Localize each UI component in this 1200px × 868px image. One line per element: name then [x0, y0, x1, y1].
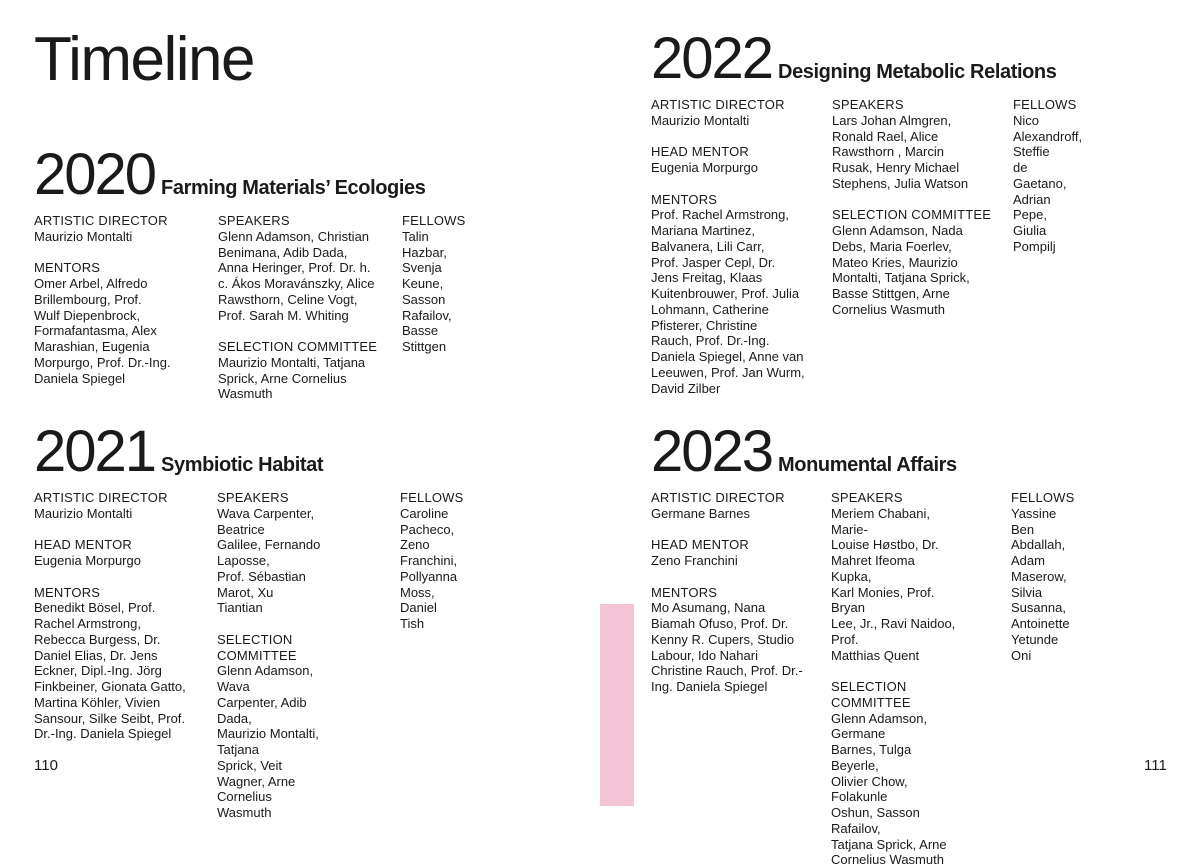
names-line: Brillembourg, Prof. [34, 291, 142, 307]
year-heading [651, 27, 1056, 91]
credits-column-1 [651, 97, 805, 396]
credits-column-2 [218, 213, 377, 402]
names-line: Rawsthorn, Celine Vogt, [218, 291, 358, 307]
role-label: FELLOWS [400, 490, 464, 505]
year-theme-title: Farming Materials’ Ecologies [161, 177, 426, 199]
year-heading [34, 420, 323, 484]
names-line: Sprick, Veit Wagner, Arne [217, 757, 296, 789]
names-line: Glenn Adamson, Christian [218, 228, 370, 244]
names-line: Nico Alexandroff, Steffie [1013, 112, 1083, 160]
names-line: Benedikt Bösel, Prof. [34, 600, 156, 616]
names-line: Maurizio Montalti [34, 228, 133, 244]
names-line: Benimana, Adib Dada, [218, 244, 348, 260]
role-label: HEAD MENTOR [651, 537, 750, 553]
names-line: Rusak, Henry Michael [832, 160, 960, 175]
role-label: SPEAKERS [831, 490, 903, 505]
names-line: Giulia Pompilj [1013, 223, 1056, 254]
names-line: Stephens, Julia Watson [832, 175, 969, 191]
names-line: Lee, Jr., Ravi Naidoo, Prof. [831, 616, 956, 647]
names-line: Mariana Martinez, [651, 223, 756, 238]
names-line: Pfisterer, Christine [651, 317, 758, 333]
names-line: Galilee, Fernando Laposse, [217, 537, 321, 568]
names-line: Kuitenbrouwer, Prof. Julia [651, 286, 800, 301]
names-line: Omer Arbel, Alfredo [34, 276, 148, 291]
names-line: Eckner, Dipl.-Ing. Jörg [34, 663, 162, 679]
names-line: Zeno Franchini [651, 553, 738, 568]
names-line: Glenn Adamson, Nada [832, 223, 963, 238]
names-line: Meriem Chabani, Marie- [831, 505, 930, 537]
names-line: Matthias Quent [831, 647, 920, 663]
credit-group [402, 213, 466, 355]
names-line: Rawsthorn , Marcin [832, 144, 944, 160]
credit-group [34, 585, 186, 743]
credit-group [34, 490, 186, 522]
role-label: SELECTION COMMITTEE [218, 339, 378, 354]
credit-group [651, 144, 805, 176]
year-theme-title: Symbiotic Habitat [161, 454, 324, 476]
names-line: Talin Hazbar, Svenja [402, 228, 447, 276]
names-line: Ronald Rael, Alice [832, 128, 939, 144]
names-line: Rebecca Burgess, Dr. [34, 631, 161, 647]
names-line: Oshun, Sasson Rafailov, [831, 805, 920, 836]
credit-group [1011, 490, 1075, 663]
credits-column-2 [217, 490, 323, 821]
role-label: MENTORS [34, 260, 101, 276]
credit-group [400, 490, 464, 632]
role-label: HEAD MENTOR [651, 144, 750, 160]
role-label: SPEAKERS [217, 490, 289, 505]
names-line: Montalti, Tatjana Sprick, [832, 270, 970, 286]
names-line: Biamah Ofuso, Prof. Dr. [651, 616, 789, 631]
names-line: Yassine Ben Abdallah, [1011, 505, 1066, 553]
credit-group [1013, 97, 1082, 255]
credits-column-3 [402, 213, 466, 355]
names-line: Wasmuth [218, 386, 273, 402]
names-line: Olivier Chow, Folakunle [831, 773, 908, 805]
names-line: Maurizio Montalti [651, 112, 750, 128]
role-label: HEAD MENTOR [34, 537, 133, 553]
names-line: Eugenia Morpurgo [34, 553, 141, 568]
names-line: Susanna, Antoinette [1011, 600, 1070, 631]
names-line: Cornelius Wasmuth [832, 301, 945, 317]
names-line: Basse Stittgen [402, 323, 447, 354]
names-line: Jens Freitag, Klaas [651, 270, 763, 286]
role-label: FELLOWS [1013, 97, 1077, 112]
names-line: Barnes, Tulga Beyerle, [831, 742, 912, 773]
names-line: Karl Monies, Prof. Bryan [831, 584, 935, 616]
role-label: FELLOWS [1011, 490, 1075, 505]
names-line: Louise Høstbo, Dr. [831, 537, 939, 553]
role-label: SPEAKERS [218, 213, 290, 228]
credit-group [832, 97, 991, 192]
names-line: Finkbeiner, Gionata Gatto, [34, 679, 186, 694]
year-section-2023 [651, 419, 1075, 868]
names-line: Rauch, Prof. Dr.-Ing. [651, 333, 770, 349]
names-line: Kenny R. Cupers, Studio [651, 631, 795, 647]
credit-group [651, 490, 803, 522]
role-label: ARTISTIC DIRECTOR [34, 490, 168, 505]
names-line: Adam Maserow, Silvia [1011, 553, 1067, 600]
names-line: Tatjana Sprick, Arne [831, 836, 947, 852]
credit-group [651, 537, 803, 569]
names-line: c. Ákos Moravánszky, Alice [218, 276, 375, 291]
credit-group [651, 585, 803, 695]
year-heading [651, 420, 957, 484]
credits-column-1 [34, 490, 186, 742]
credit-group [832, 207, 991, 317]
credit-group [217, 490, 323, 616]
names-line: Cornelius Wasmuth [217, 789, 272, 820]
names-line: Christine Rauch, Prof. Dr.- [651, 663, 803, 679]
names-line: Daniela Spiegel [34, 370, 126, 386]
role-label: MENTORS [34, 584, 101, 600]
names-line: David Zilber [651, 380, 721, 396]
names-line: Wulf Diepenbrock, [34, 307, 140, 323]
role-label: ARTISTIC DIRECTOR [651, 97, 785, 112]
names-line: Prof. Rachel Armstrong, [651, 207, 789, 223]
credit-group [217, 632, 323, 821]
names-line: Martina Köhler, Vivien [34, 694, 161, 710]
credit-group [34, 213, 171, 245]
year-number: 2023 [651, 419, 773, 484]
names-line: Yetunde Oni [1011, 631, 1059, 663]
credit-group [831, 490, 957, 663]
names-line: Sprick, Arne Cornelius [218, 370, 347, 386]
credits-column-3 [1011, 490, 1075, 663]
year-heading [34, 143, 425, 207]
credits-column-2 [831, 490, 957, 868]
credit-group [218, 213, 377, 323]
names-line: Prof. Jasper Cepl, Dr. [651, 254, 776, 270]
names-line: Daniel Elias, Dr. Jens [34, 647, 158, 663]
year-section-2022 [651, 26, 1083, 396]
role-label: SPEAKERS [832, 97, 904, 112]
names-line: Morpurgo, Prof. Dr.-Ing. [34, 354, 171, 370]
credit-group [218, 339, 377, 402]
names-line: Tiantian [217, 600, 263, 616]
role-label: SELECTION COMMITTEE [832, 207, 992, 223]
year-theme-title: Designing Metabolic Relations [778, 61, 1057, 83]
names-line: Caroline Pacheco, Zeno [400, 505, 455, 553]
names-line: Mo Asumang, Nana [651, 600, 766, 616]
names-line: Cornelius Wasmuth [831, 852, 944, 868]
names-line: Prof. Sarah M. Whiting [218, 307, 349, 323]
names-line: Wava Carpenter, Beatrice [217, 505, 315, 537]
credits-column-1 [34, 213, 171, 386]
names-line: Lohmann, Catherine [651, 301, 769, 317]
names-line: Leeuwen, Prof. Jan Wurm, [651, 364, 805, 380]
year-number: 2020 [34, 142, 156, 207]
credit-group [34, 537, 186, 569]
pink-accent-bar [600, 604, 634, 806]
names-line: Mahret Ifeoma Kupka, [831, 553, 915, 584]
page-number-right: 111 [1144, 757, 1167, 774]
role-label: MENTORS [651, 584, 718, 600]
credits-column-3 [400, 490, 464, 632]
names-line: Glenn Adamson, Germane [831, 710, 928, 742]
names-line: Rachel Armstrong, [34, 616, 141, 631]
names-line: de Gaetano, Adrian Pepe, [1013, 160, 1067, 223]
year-number: 2022 [651, 26, 773, 91]
role-label: SELECTION COMMITTEE [831, 679, 911, 710]
names-line: Daniel Tish [400, 600, 437, 631]
year-section-2020 [34, 142, 466, 402]
credits-column-3 [1013, 97, 1082, 255]
names-line: Germane Barnes [651, 505, 750, 521]
year-theme-title: Monumental Affairs [778, 454, 957, 476]
names-line: Maurizio Montalti, Tatjana [218, 354, 366, 370]
role-label: FELLOWS [402, 213, 466, 228]
credit-group [651, 97, 805, 129]
credits-column-1 [651, 490, 803, 695]
names-line: Franchini, Pollyanna Moss, [400, 553, 458, 600]
names-line: Dr.-Ing. Daniela Spiegel [34, 726, 172, 742]
names-line: Carpenter, Adib Dada, [217, 694, 307, 726]
page-number-left: 110 [34, 757, 58, 774]
names-line: Balvanera, Lili Carr, [651, 238, 765, 254]
names-line: Debs, Maria Foerlev, [832, 238, 952, 254]
names-line: Ing. Daniela Spiegel [651, 679, 768, 694]
names-line: Anna Heringer, Prof. Dr. h. [218, 260, 371, 276]
credit-group [831, 679, 957, 868]
names-line: Glenn Adamson, Wava [217, 663, 314, 694]
names-line: Lars Johan Almgren, [832, 112, 952, 128]
year-number: 2021 [34, 419, 156, 484]
names-line: Prof. Sébastian Marot, Xu [217, 568, 306, 600]
role-label: ARTISTIC DIRECTOR [34, 213, 168, 228]
names-line: Marashian, Eugenia [34, 339, 150, 354]
names-line: Maurizio Montalti, Tatjana [217, 726, 319, 757]
names-line: Sansour, Silke Seibt, Prof. [34, 710, 186, 726]
names-line: Labour, Ido Nahari [651, 647, 758, 663]
credits-column-2 [832, 97, 991, 318]
role-label: ARTISTIC DIRECTOR [651, 490, 785, 505]
page-title: Timeline [34, 25, 254, 94]
credit-group [651, 192, 805, 397]
names-line: Mateo Kries, Maurizio [832, 254, 958, 270]
credit-group [34, 260, 171, 386]
role-label: MENTORS [651, 191, 718, 207]
names-line: Eugenia Morpurgo [651, 160, 758, 175]
names-line: Basse Stittgen, Arne [832, 286, 950, 301]
names-line: Maurizio Montalti [34, 505, 133, 521]
role-label: SELECTION COMMITTEE [217, 631, 297, 663]
names-line: Keune, Sasson Rafailov, [402, 276, 452, 323]
names-line: Daniela Spiegel, Anne van [651, 349, 804, 364]
names-line: Formafantasma, Alex [34, 323, 157, 339]
